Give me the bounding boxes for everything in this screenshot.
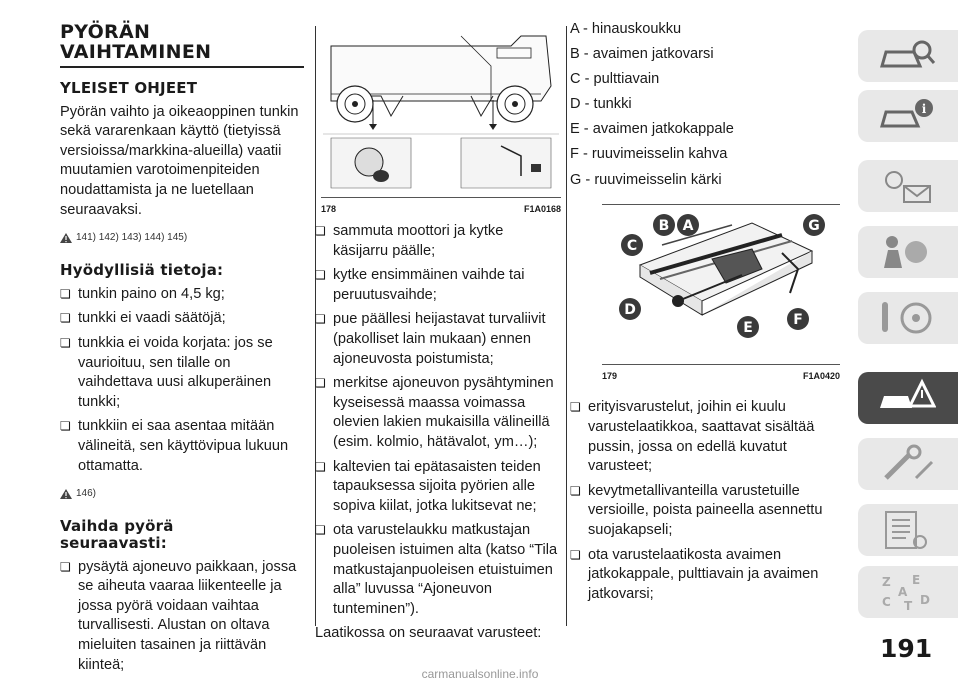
badge-c: C [626, 238, 638, 255]
useful-heading: Hyödyllisiä tietoja: [60, 260, 224, 279]
badge-b: B [658, 218, 670, 235]
list-item: ❏ kytke ensimmäinen vaihde tai peruutusvaihde; [315, 266, 562, 305]
svg-text:E: E [912, 573, 921, 587]
chapter-tab-dashboard[interactable] [858, 30, 958, 82]
change-list [60, 558, 304, 676]
chapter-tab-starting[interactable] [858, 292, 958, 344]
svg-text:T: T [904, 599, 913, 612]
light-mail-icon [876, 166, 936, 206]
list-item: ❏ sammuta moottori ja kytke käsijarru päälle; [315, 222, 562, 261]
legend-item: G - ruuvimeisselin kärki [570, 171, 722, 188]
svg-text:A: A [898, 585, 908, 599]
chapter-tab-airbag[interactable] [858, 226, 958, 278]
svg-text:D: D [920, 593, 930, 607]
tool-kit-illustration [602, 205, 840, 357]
procedure-list-continued [570, 398, 840, 604]
car-info-icon [876, 96, 936, 136]
vehicle-jack-points-illustration [321, 26, 561, 190]
list-item: ❏ tunkkia ei voida korjata: jos se vaurioituu, sen tilalle on vaihdettava uusi alkuperäinen tunkki; [60, 334, 304, 412]
list-item: ❏ ota varustelaatikosta avaimen jatkokappale, pulttiavain ja avaimen jatkovarsi; [570, 546, 840, 605]
list-item: ❏ tunkki ei vaadi säätöjä; [60, 309, 304, 329]
warning-refs-2: 146) [76, 488, 97, 500]
column-left [60, 22, 304, 680]
wrench-icon [876, 444, 936, 484]
chapter-tab-specifications[interactable] [858, 504, 958, 556]
svg-text:Z: Z [882, 575, 891, 589]
svg-text:i: i [921, 102, 927, 116]
warning-triangle-icon [60, 233, 72, 243]
figure-number: 179 [602, 370, 618, 381]
list-item: ❏ pue päällesi heijastavat turvaliivit (pakolliset lain mukaan) ennen ajoneuvosta poistumista; [315, 310, 562, 369]
figure-178 [321, 26, 561, 214]
chapter-tab-maintenance[interactable] [858, 438, 958, 490]
list-item: ❏ tunkkiin ei saa asentaa mitään välineitä, sen käyttövipua lukuun ottamatta. [60, 417, 304, 476]
steering-wheel-icon [876, 298, 936, 338]
change-heading-line1: Vaihda pyörä [60, 516, 174, 535]
badge-g: G [808, 218, 820, 235]
useful-list [60, 285, 304, 476]
change-heading [60, 518, 304, 552]
warning-reference [60, 484, 304, 504]
figure-code: F1A0420 [802, 370, 840, 381]
legend-list [570, 20, 840, 190]
warning-refs-1: 141) 142) 143) 144) 145) [76, 232, 188, 244]
general-heading: YLEISET OHJEET [60, 78, 198, 97]
list-item: ❏ ota varustelaukku matkustajan puoleisen istuimen alta (katso “Tila matkustajanpuoleisen etuistuimen alla” luvussa “Ajoneuvon tunteminen”). [315, 521, 562, 619]
title-rule [60, 66, 304, 68]
warning-triangle-icon [60, 489, 72, 499]
list-item: ❏ kaltevien tai epätasaisten teiden tapauksessa sijoita pyörien alle sopiva kiilat, jotka lukitsevat ne; [315, 458, 562, 517]
list-item: ❏ merkitse ajoneuvon pysähtyminen kyseisessä maassa voimassa olevien lakien mukaisilla välineillä (esim. kolmio, hätävalot, ym…); [315, 374, 562, 452]
airbag-icon [876, 232, 936, 272]
chapter-tab-safety-info[interactable] [858, 90, 958, 142]
figure-code: F1A0168 [523, 203, 561, 214]
legend-item: D - tunkki [570, 96, 632, 113]
figure-179 [602, 204, 840, 386]
badge-d: D [624, 302, 636, 319]
watermark: carmanualsonline.info [421, 667, 539, 681]
legend-item: C - pulttiavain [570, 71, 660, 88]
legend-item: B - avaimen jatkovarsi [570, 46, 714, 63]
warning-reference [60, 228, 304, 248]
section-title-line1: PYÖRÄN [60, 21, 151, 43]
chapter-tab-index[interactable] [858, 566, 958, 618]
legend-item: A - hinauskoukku [570, 21, 682, 37]
list-item: ❏ tunkin paino on 4,5 kg; [60, 285, 304, 305]
section-title-line2: VAIHTAMINEN [60, 41, 212, 63]
legend-item: E - avaimen jatkokappale [570, 121, 734, 138]
list-item: ❏ pysäytä ajoneuvo paikkaan, jossa se aiheuta vaaraa liikenteelle ja jossa pyörä voidaan vaihtaa turvallisesti. Alustan on oltava mieluiten tasainen ja riittävän kiinteä; [60, 558, 304, 676]
intro-paragraph: Pyörän vaihto ja oikeaoppinen tunkin sekä vararenkaan käyttö (tietyissä versioissa/markkina-alueilla) vaatii muutamien varotoimenpiteiden noudattamista ja ne luetellaan seuraavaksi. [60, 103, 299, 218]
box-contents-intro: Laatikossa on seuraavat varusteet: [315, 625, 542, 642]
list-item: ❏ erityisvarustelut, joihin ei kuulu varustelaatikkoa, saattavat sisältää pussin, jossa on edellä kuvatut varusteet; [570, 398, 840, 476]
chapter-tab-lights[interactable] [858, 160, 958, 212]
figure-number: 178 [321, 203, 337, 214]
procedure-list [315, 222, 562, 619]
svg-text:C: C [882, 595, 891, 609]
car-search-icon [876, 36, 936, 76]
legend-item: F - ruuvimeisselin kahva [570, 146, 728, 163]
document-list-icon [876, 510, 936, 550]
badge-e: E [743, 320, 753, 337]
alphabet-index-icon [876, 572, 936, 612]
change-heading-line2: seuraavasti: [60, 533, 167, 552]
figure-caption [321, 197, 561, 220]
figure-caption [602, 364, 840, 387]
column-right [570, 20, 840, 609]
section-title [60, 22, 304, 62]
badge-a: A [682, 218, 694, 235]
page-number: 191 [880, 634, 933, 663]
list-item: ❏ kevytmetallivanteilla varustetuille versioille, poista paineella asennettu suojakapseli; [570, 482, 840, 541]
badge-f: F [793, 312, 803, 329]
chapter-tab-emergency[interactable] [858, 372, 958, 424]
car-warning-icon [876, 378, 936, 418]
column-middle [315, 26, 562, 644]
column-divider [566, 26, 567, 626]
